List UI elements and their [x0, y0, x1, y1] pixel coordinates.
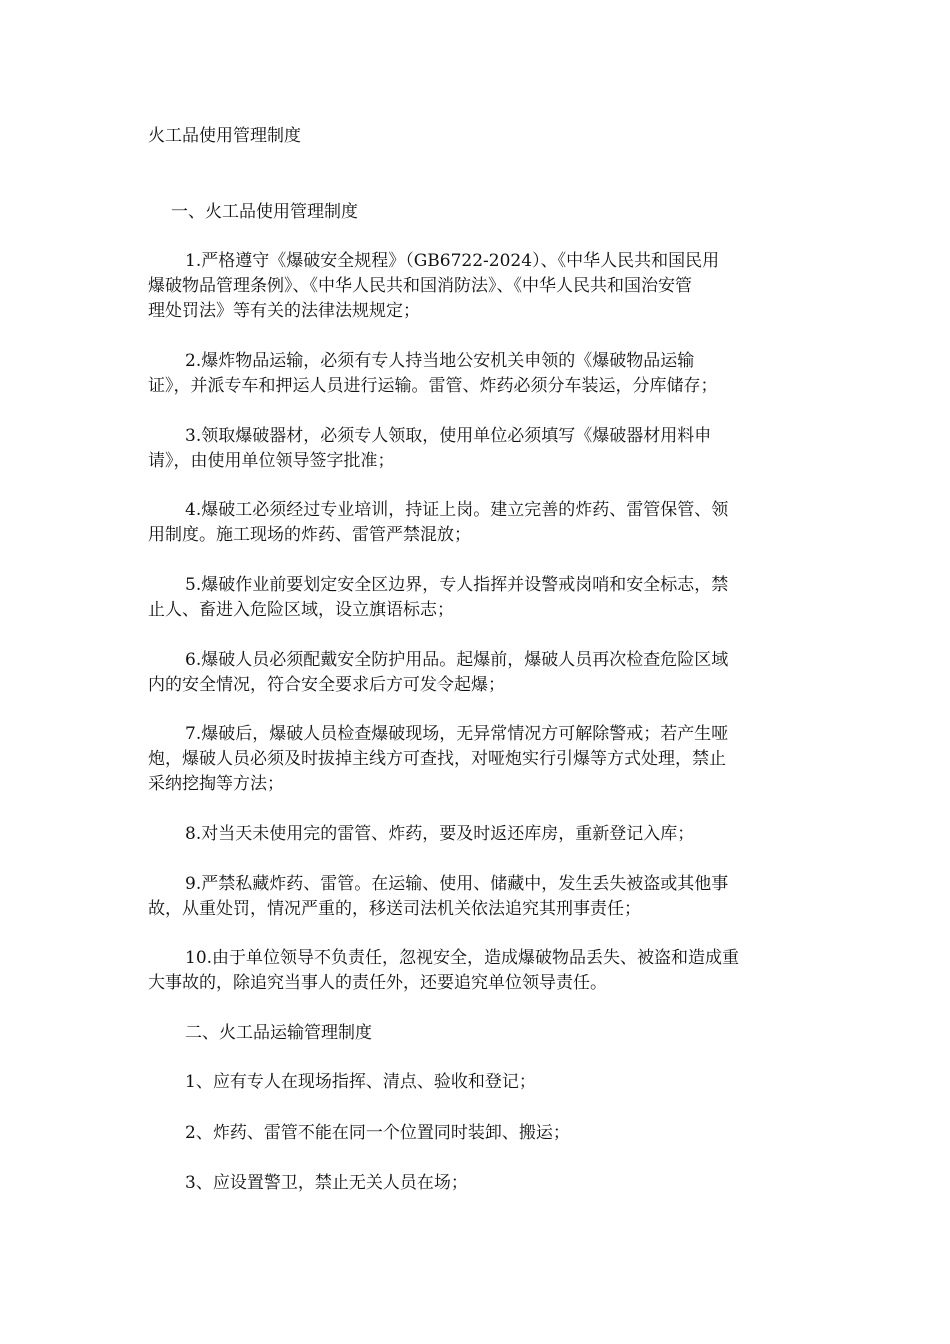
paragraph-7 — [148, 722, 804, 797]
list-item: 1、应有专人在现场指挥、清点、验收和登记； — [185, 1072, 536, 1092]
paragraph-line: 用制度。施工现场的炸药、雷管严禁混放； — [148, 525, 471, 545]
paragraph-line: 3.领取爆破器材，必须专人领取，使用单位必须填写《爆破器材用料申 — [185, 426, 712, 446]
paragraph-line: 2.爆炸物品运输，必须有专人持当地公安机关申领的《爆破物品运输 — [185, 351, 695, 371]
paragraph-5 — [148, 573, 804, 623]
paragraph-line: 4.爆破工必须经过专业培训，持证上岗。建立完善的炸药、雷管保管、领 — [185, 500, 729, 520]
list-item: 3、应设置警卫，禁止无关人员在场； — [185, 1173, 468, 1193]
paragraph-line: 6.爆破人员必须配戴安全防护用品。起爆前，爆破人员再次检查危险区域 — [185, 650, 729, 670]
paragraph-line: 大事故的，除追究当事人的责任外，还要追究单位领导责任。 — [148, 973, 607, 993]
paragraph-line: 内的安全情况，符合安全要求后方可发令起爆； — [148, 675, 505, 695]
paragraph-line: 爆破物品管理条例》、《中华人民共和国消防法》、《中华人民共和国治安管 — [148, 276, 692, 296]
paragraph-10 — [148, 946, 804, 996]
paragraph-line: 止人、畜进入危险区域，设立旗语标志； — [148, 600, 454, 620]
paragraph-line: 9.严禁私藏炸药、雷管。在运输、使用、储藏中，发生丢失被盗或其他事 — [185, 874, 729, 894]
list-item: 2、炸药、雷管不能在同一个位置同时装卸、搬运； — [185, 1123, 570, 1143]
paragraph-line: 7.爆破后，爆破人员检查爆破现场，无异常情况方可解除警戒；若产生哑 — [185, 724, 729, 744]
paragraph-3 — [148, 424, 804, 474]
paragraph-1 — [148, 249, 804, 324]
paragraph-line: 故，从重处罚，情况严重的，移送司法机关依法追究其刑事责任； — [148, 899, 641, 919]
paragraph-9 — [148, 872, 804, 922]
section-heading-1: 一、火工品使用管理制度 — [171, 202, 358, 222]
paragraph-line: 采纳挖掏等方法； — [148, 774, 284, 794]
paragraph-line: 炮，爆破人员必须及时拔掉主线方可查找，对哑炮实行引爆等方式处理，禁止 — [148, 749, 726, 769]
paragraph-line: 1.严格遵守《爆破安全规程》（GB6722-2024）、《中华人民共和国民用 — [185, 251, 720, 271]
section-heading-2: 二、火工品运输管理制度 — [185, 1023, 372, 1043]
paragraph-line: 理处罚法》等有关的法律法规规定； — [148, 301, 420, 321]
paragraph-line: 8.对当天未使用完的雷管、炸药，要及时返还库房，重新登记入库； — [185, 824, 695, 844]
paragraph-8 — [148, 822, 804, 847]
paragraph-6 — [148, 648, 804, 698]
document-title: 火工品使用管理制度 — [148, 126, 301, 146]
paragraph-line: 证》，并派专车和押运人员进行运输。雷管、炸药必须分车装运，分库储存； — [148, 376, 718, 396]
paragraph-line: 10.由于单位领导不负责任，忽视安全，造成爆破物品丢失、被盗和造成重 — [185, 948, 740, 968]
paragraph-line: 5.爆破作业前要划定安全区边界，专人指挥并设警戒岗哨和安全标志，禁 — [185, 575, 729, 595]
paragraph-4 — [148, 498, 804, 548]
paragraph-2 — [148, 349, 804, 399]
paragraph-line: 请》，由使用单位领导签字批准； — [148, 451, 395, 471]
